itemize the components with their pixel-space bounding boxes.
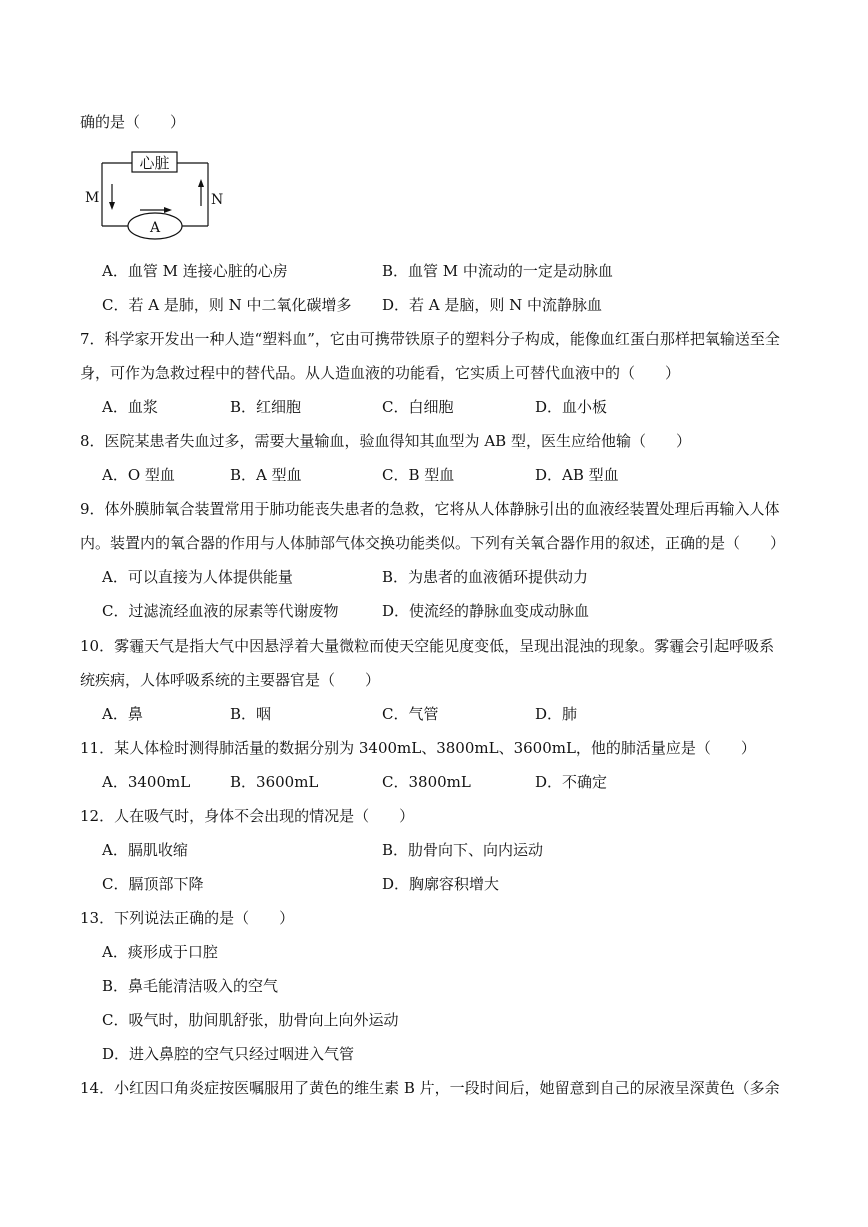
q13-option-a: A．痰形成于口腔 bbox=[102, 943, 218, 961]
q11-option-b: B．3600mL bbox=[230, 773, 319, 791]
q13-stem-line1: 13．下列说法正确的是（ ） bbox=[80, 909, 295, 927]
q11-option-a: A．3400mL bbox=[102, 773, 191, 791]
label-n: N bbox=[211, 192, 224, 208]
q6-option-d: D．若 A 是脑，则 N 中流静脉血 bbox=[382, 296, 603, 314]
q14-stem-line1: 14．小红因口角炎症按医嘱服用了黄色的维生素 B 片，一段时间后，她留意到自己的尿液呈深黄色（多余 bbox=[80, 1079, 780, 1097]
q10-option-a: A．鼻 bbox=[102, 705, 143, 723]
q7-stem-line1: 7．科学家开发出一种人造“塑料血”，它由可携带铁原子的塑料分子构成，能像血红蛋白那样把氧输送至全 bbox=[80, 330, 780, 348]
q13-option-b: B．鼻毛能清洁吸入的空气 bbox=[102, 977, 279, 995]
q12-option-a: A．膈肌收缩 bbox=[102, 841, 188, 859]
q9-option-b: B．为患者的血液循环提供动力 bbox=[382, 568, 589, 586]
q7-option-b: B．红细胞 bbox=[230, 398, 302, 416]
q11-stem-line1: 11．某人体检时测得肺活量的数据分别为 3400mL、3800mL、3600mL，他的肺活量应是（ ） bbox=[80, 739, 756, 757]
q11-option-d: D．不确定 bbox=[535, 773, 608, 791]
q12-option-b: B．肋骨向下、向内运动 bbox=[382, 841, 544, 859]
q7-option-a: A．血浆 bbox=[102, 398, 158, 416]
q9-option-c: C．过滤流经血液的尿素等代谢废物 bbox=[102, 602, 339, 620]
q6-tail: 确的是（ ） bbox=[80, 113, 186, 131]
q10-option-d: D．肺 bbox=[535, 705, 578, 723]
q7-option-d: D．血小板 bbox=[535, 398, 608, 416]
q7-option-c: C．白细胞 bbox=[382, 398, 454, 416]
circulation-diagram bbox=[80, 148, 230, 243]
q12-option-c: C．膈顶部下降 bbox=[102, 875, 204, 893]
q8-option-d: D．AB 型血 bbox=[535, 466, 619, 484]
q8-option-c: C．B 型血 bbox=[382, 466, 455, 484]
q6-option-a: A．血管 M 连接心脏的心房 bbox=[102, 262, 288, 280]
label-m: M bbox=[85, 190, 100, 206]
q8-stem-line1: 8．医院某患者失血过多，需要大量输血，验血得知其血型为 AB 型，医生应给他输（ ） bbox=[80, 432, 691, 450]
q10-stem-line2: 统疾病，人体呼吸系统的主要器官是（ ） bbox=[80, 671, 381, 689]
q8-option-b: B．A 型血 bbox=[230, 466, 302, 484]
q10-stem-line1: 10．雾霾天气是指大气中因悬浮着大量微粒而使天空能见度变低，呈现出混浊的现象。雾霾会引起呼吸系 bbox=[80, 637, 775, 655]
q12-stem-line1: 12．人在吸气时，身体不会出现的情况是（ ） bbox=[80, 807, 415, 825]
q10-option-c: C．气管 bbox=[382, 705, 439, 723]
q13-option-c: C．吸气时，肋间肌舒张，肋骨向上向外运动 bbox=[102, 1011, 399, 1029]
q6-option-b: B．血管 M 中流动的一定是动脉血 bbox=[382, 262, 613, 280]
heart-label: 心脏 bbox=[139, 154, 170, 172]
organ-a-label: A bbox=[149, 220, 161, 236]
q9-option-d: D．使流经的静脉血变成动脉血 bbox=[382, 602, 590, 620]
q6-option-c: C．若 A 是肺，则 N 中二氧化碳增多 bbox=[102, 296, 352, 314]
q7-stem-line2: 身，可作为急救过程中的替代品。从人造血液的功能看，它实质上可替代血液中的（ ） bbox=[80, 364, 681, 382]
q13-option-d: D．进入鼻腔的空气只经过咽进入气管 bbox=[102, 1045, 355, 1063]
q9-stem-line1: 9．体外膜肺氧合装置常用于肺功能丧失患者的急救，它将从人体静脉引出的血液经装置处理后再输入人体 bbox=[80, 500, 780, 518]
q10-option-b: B．咽 bbox=[230, 705, 272, 723]
arrowhead-n bbox=[198, 179, 204, 187]
arrowhead-m bbox=[109, 202, 115, 210]
q12-option-d: D．胸廓容积增大 bbox=[382, 875, 500, 893]
q11-option-c: C．3800mL bbox=[382, 773, 471, 791]
q8-option-a: A．O 型血 bbox=[102, 466, 175, 484]
flow-arrowhead-a bbox=[164, 207, 172, 213]
q9-stem-line2: 内。装置内的氧合器的作用与人体肺部气体交换功能类似。下列有关氧合器作用的叙述，正确的是（ ） bbox=[80, 534, 786, 552]
q9-option-a: A．可以直接为人体提供能量 bbox=[102, 568, 293, 586]
